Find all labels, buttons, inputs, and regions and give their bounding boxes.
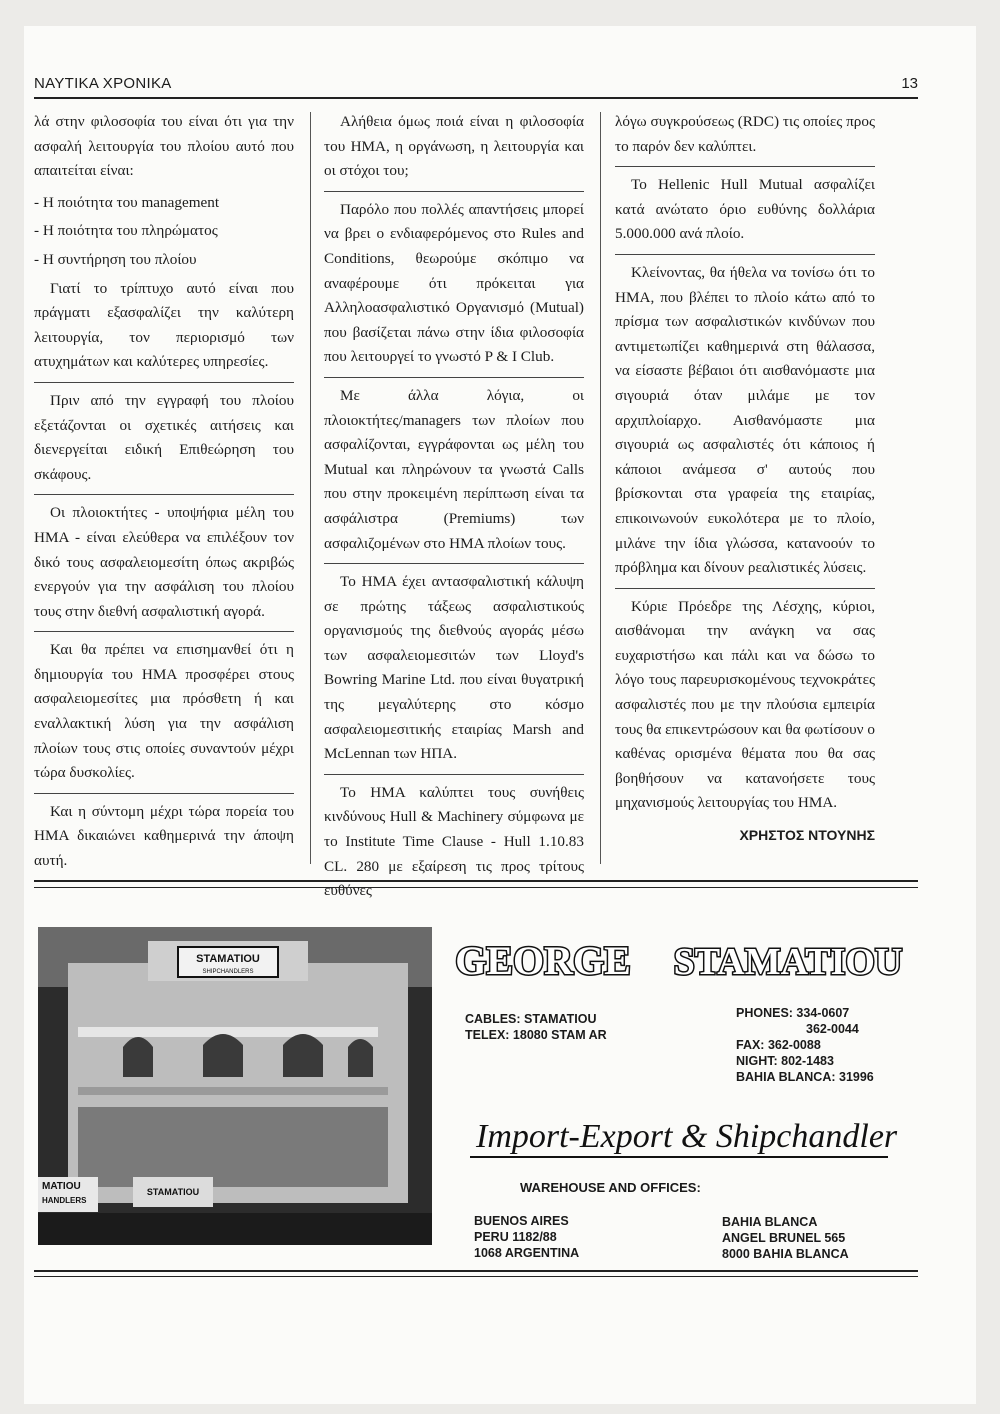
address-city: BUENOS AIRES <box>474 1214 569 1228</box>
paragraph-separator <box>324 774 584 775</box>
brand-george <box>455 930 631 990</box>
paragraph-separator <box>34 631 294 632</box>
warehouse-heading: WAREHOUSE AND OFFICES: <box>520 1180 701 1195</box>
cables-text: CABLES: STAMATIOU <box>465 1012 597 1026</box>
section-rule <box>34 880 918 888</box>
phones-text: PHONES: 334-0607 <box>736 1006 850 1020</box>
paragraph-separator <box>34 382 294 383</box>
list-item: - Η συντήρηση του πλοίου <box>34 250 197 268</box>
page-number: 13 <box>901 75 918 92</box>
shop-sign-text: STAMATIOU <box>196 953 260 965</box>
article-author: ΧΡΗΣΤΟΣ ΝΤΟΥΝΗΣ <box>739 827 875 844</box>
script-tagline <box>464 1113 898 1167</box>
tagline-text: Import-Export & Shipchandler <box>476 1118 898 1155</box>
ad-phones-block <box>736 1005 874 1085</box>
bahia-phone-text: BAHIA BLANCA: 31996 <box>736 1070 874 1084</box>
paragraph: Το Hellenic Hull Mutual ασφαλίζει κατά ανώτατο όριο ευθύνης δολλάρια 5.000.000 ανά πλοίο. <box>615 176 875 243</box>
street <box>38 1213 432 1245</box>
shop-sign-subtext: SHIPCHANDLERS <box>202 969 254 975</box>
paragraph: Παρόλο που πολλές απαντήσεις μπορεί να βρει ο ενδιαφερόμενος στο Rules and Conditions, θεωρούμε σκόπιμο να αναφέρουμε ότι πρόκειται για Αλληλοασφαλιστικό Οργανισμό (Mutual) που βασίζεται πάνω στην ίδια φιλοσοφία που λειτουργεί το γνωστό P & I Club. <box>324 200 584 366</box>
column-divider <box>600 112 601 864</box>
paragraph: Το HMA έχει αντασφαλιστική κάλυψη σε πρώτης τάξεως ασφαλιστικούς οργανισμούς της διεθνούς αγοράς μέσω των ασφαλειομεσιτών των Lloyd's Bowring Marine Ltd. που είναι θυγατρική της μεγαλύτερης στο κόσμο ασφαλειομεσιτικής εταιρίας Marsh and McLennan των ΗΠΑ. <box>324 573 584 763</box>
arched-window <box>123 1037 153 1077</box>
address-bahia-blanca <box>722 1214 849 1262</box>
paragraph: Κλείνοντας, θα ήθελα να τονίσω ότι το HMA, που βλέπει το πλοίο κάτω από το πρίσμα των ασφαλιστικών κινδύνων που αντιμετωπίζει καθημερινά στη θάλασσα, να είσαστε βέβαιοι ότι αισθανόμαστε μια σιγουριά όταν μιλάμε με τον αρχιπλοίαρχο. Αισθανόμαστε μια σιγουριά ως ασφαλιστές ότι κάποιος ή κάποιοι ανάμεσα σ' αυτούς που βρίσκονται στα γραφεία της εταιρίας, επικοινωνούν ευκολότερα με το πλοίο, μιλάνε την ίδια γλώσσα, κατανοούν το πρόβλημα και δίνουν ρεαλιστικές λύσεις. <box>615 263 875 577</box>
running-title: ΝΑΥΤΙΚΑ ΧΡΟΝΙΚΑ <box>34 75 172 92</box>
address-street: PERU 1182/88 <box>474 1230 557 1244</box>
night-text: NIGHT: 802-1483 <box>736 1054 834 1068</box>
telex-text: TELEX: 18080 STAM AR <box>465 1028 607 1042</box>
brand-stamatiou <box>673 930 903 990</box>
paragraph: Κύριε Πρόεδρε της Λέσχης, κύριοι, αισθάνομαι την ανάγκη να σας ευχαριστήσω και πάλι και να δώσω το λόγο τους παρευρισκομένους τεχνοκράτες ασφαλιστές που με την πλούσια εμπειρία τους θα επικεντρώσουν και θα φωτίσουν ο καθένας ορισμένα θέματα που θα σας βοηθήσουν να κατανοήσετε τους μηχανισμούς λειτουργίας του HMA. <box>615 597 875 812</box>
building-ledge <box>78 1087 388 1095</box>
paragraph-separator <box>34 494 294 495</box>
paragraph: Με άλλα λόγια, οι πλοιοκτήτες/managers των πλοίων που ασφαλίζονται, εγγράφονται ως μέλη του Mutual και πληρώνουν τα γνωστά Calls που στην προκειμένη περίπτωση είναι τα ασφάλιστρα (Premiums) των ασφαλιζομένων στο HMA πλοίων τους. <box>324 386 584 552</box>
article-column-3 <box>615 110 875 855</box>
paragraph-separator <box>324 377 584 378</box>
paragraph-separator <box>615 166 875 167</box>
truck-sign-text: STAMATIOU <box>146 1187 200 1197</box>
brand-first-name: GEORGE <box>455 938 631 983</box>
address-postal: 8000 BAHIA BLANCA <box>722 1247 849 1261</box>
ground-floor <box>78 1107 388 1187</box>
paragraph-separator <box>34 793 294 794</box>
paragraph-separator <box>615 254 875 255</box>
arched-window <box>348 1039 373 1077</box>
column-divider <box>310 112 311 864</box>
paragraph: Πριν από την εγγραφή του πλοίου εξετάζονται οι σχετικές αιτήσεις και διενεργείται ειδική Επιθεώρηση του σκάφους. <box>34 391 294 483</box>
paragraph: Γιατί το τρίπτυχο αυτό είναι που πράγματι εξασφαλίζει την καλύτερη λειτουργία, τον περιορισμό των ατυχημάτων και καλύτερες υπηρεσίες. <box>34 279 294 371</box>
paragraph: λόγω συγκρούσεως (RDC) τις οποίες προς το παρόν δεν καλύπτει. <box>615 113 875 155</box>
side-sign-text: HANDLERS <box>42 1196 87 1205</box>
bottom-rule <box>34 1270 918 1277</box>
paragraph: Και θα πρέπει να επισημανθεί ότι η δημιουργία του HMA προσφέρει στους ασφαλειομεσίτες μια πρόσθετη ή και εναλλακτική λύση για την ασφάλιση πλοίων τους στις οποίες συναντούν μέχρι τώρα δυσκολίες. <box>34 641 294 782</box>
article-column-2 <box>324 110 584 911</box>
paragraph: Το HMA καλύπτει τους συνήθεις κινδύνους Hull & Machinery σύμφωνα με το Institute Time Clause - Hull 1.10.83 CL. 280 με εξαίρεση τις προς τρίτους ευθύνες <box>324 783 584 900</box>
page-header <box>34 66 918 96</box>
list-item: - Η ποιότητα του πληρώματος <box>34 222 218 240</box>
arched-window <box>203 1034 243 1077</box>
paragraph: Οι πλοιοκτήτες - υποψήφια μέλη του HMA - είναι ελεύθερα να επιλέξουν τον δικό τους ασφαλειομεσίτη όπως ακριβώς ενεργούν για την ασφάλιση του πλοίου τους στην διεθνή ασφαλιστική αγορά. <box>34 504 294 620</box>
list <box>34 191 294 273</box>
header-rule <box>34 97 918 99</box>
paragraph: Και η σύντομη μέχρι τώρα πορεία του HMA δικαιώνει καθημερινά την άποψη αυτή. <box>34 802 294 870</box>
address-buenos-aires <box>474 1213 579 1261</box>
paragraph: Αλήθεια όμως ποιά είναι η φιλοσοφία του HMA, η οργάνωση, η λειτουργία και οι στόχοι του; <box>324 113 584 180</box>
side-sign-text: MATIOU <box>42 1181 81 1192</box>
address-city: BAHIA BLANCA <box>722 1215 818 1229</box>
phones-second: 362-0044 <box>806 1022 859 1036</box>
ad-cables-block <box>465 1011 607 1043</box>
brand-last-name: STAMATIOU <box>673 941 903 983</box>
article-column-1 <box>34 110 294 881</box>
paragraph-separator <box>324 191 584 192</box>
arched-window <box>283 1034 323 1077</box>
paragraph-separator <box>615 588 875 589</box>
address-postal: 1068 ARGENTINA <box>474 1246 580 1260</box>
paragraph-separator <box>324 563 584 564</box>
paragraph: λά στην φιλοσοφία του είναι ότι για την ασφαλή λειτουργία του πλοίου αυτό που απαιτείται είναι: <box>34 113 294 180</box>
storefront-photo <box>38 927 432 1245</box>
list-item: - Η ποιότητα του management <box>34 193 220 211</box>
address-street: ANGEL BRUNEL 565 <box>722 1231 846 1245</box>
fax-text: FAX: 362-0088 <box>736 1038 821 1052</box>
